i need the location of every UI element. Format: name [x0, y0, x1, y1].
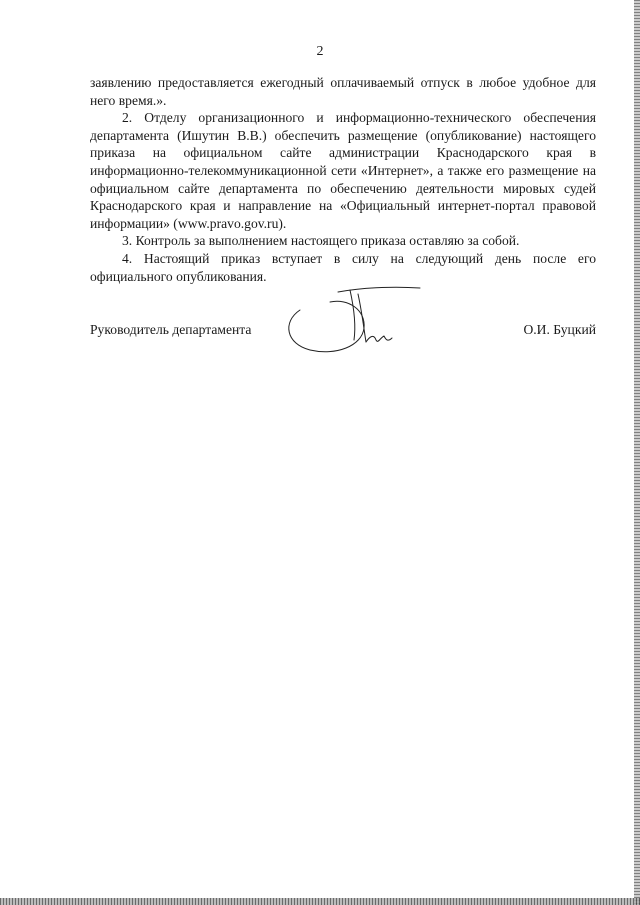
paragraph-continuation: заявлению предоставляется ежегодный оплачиваемый отпуск в любое удобное для него время.».	[90, 75, 596, 108]
page-number: 2	[316, 44, 324, 59]
signatory-title: Руководитель департамента	[90, 322, 252, 337]
signatory-name: О.И. Буцкий	[523, 322, 596, 337]
handwritten-signature	[280, 280, 430, 360]
signature-block	[90, 322, 596, 346]
paragraph-4: 4. Настоящий приказ вступает в силу на следующий день после его официального опубликования.	[90, 250, 596, 284]
scan-edge-right	[634, 0, 640, 905]
document-body	[90, 74, 596, 285]
paragraph-3: 3. Контроль за выполнением настоящего приказа оставляю за собой.	[122, 233, 520, 249]
paragraph-2: 2. Отделу организационного и информационно-технического обеспечения департамента (Ишутин В.В.) обеспечить размещение (опубликование) настоящего приказа на официальном сайте администрации Краснодарского края в информационно-телекоммуникационной сети «Интернет», а также его размещение на официальном сайте департамента по обеспечению деятельности мировых судей Краснодарского края и направление на «Официальный интернет-портал правовой информации» (www.pravo.gov.ru).	[90, 110, 596, 231]
scan-edge-bottom	[0, 898, 640, 905]
